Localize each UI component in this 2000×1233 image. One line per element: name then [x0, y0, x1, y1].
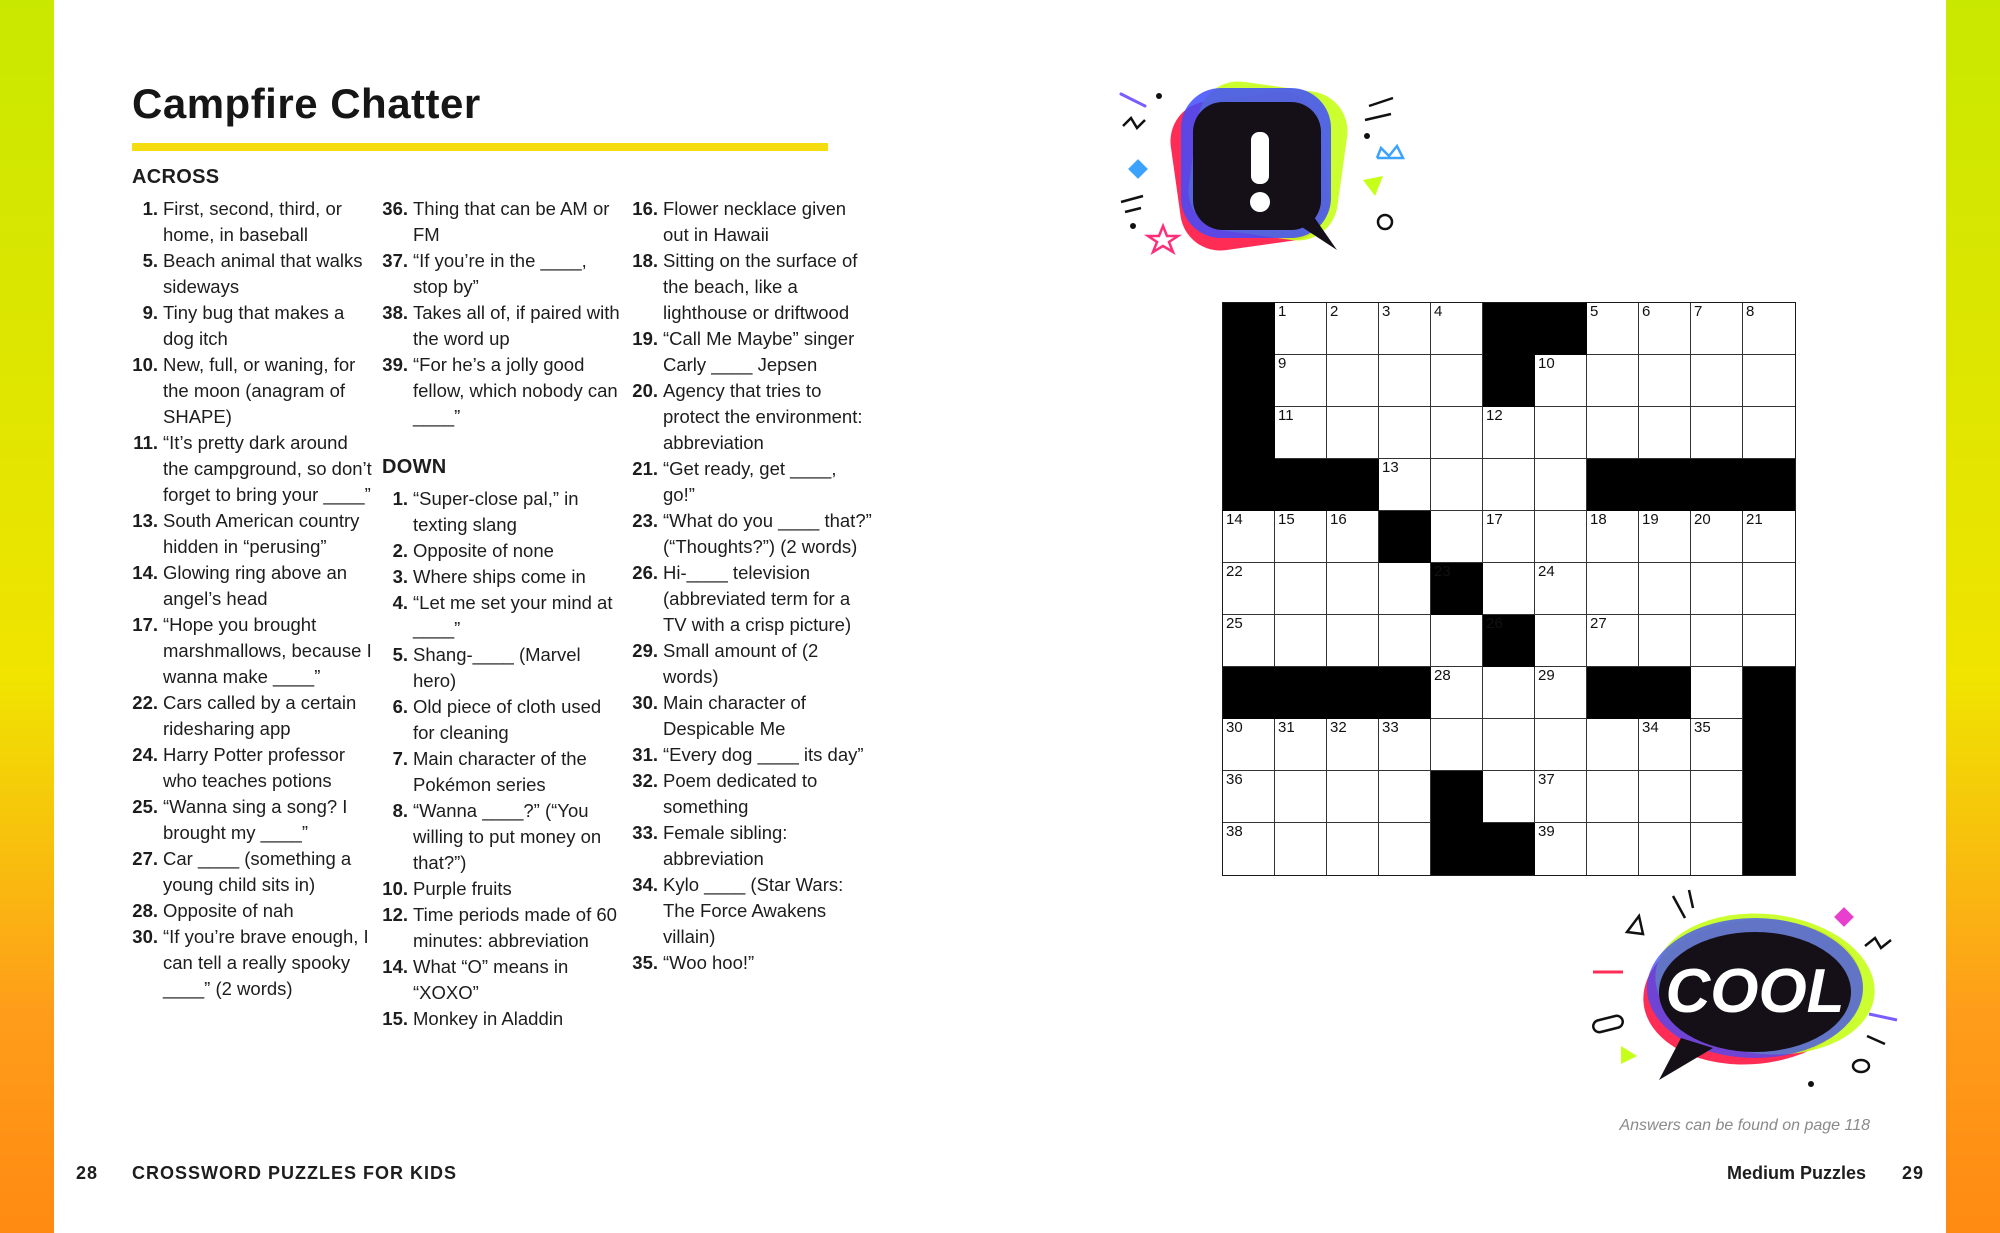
- cell-number: 18: [1590, 511, 1607, 528]
- grid-cell[interactable]: [1535, 355, 1587, 407]
- grid-cell[interactable]: [1743, 511, 1795, 563]
- grid-cell[interactable]: [1691, 615, 1743, 667]
- cell-number: 10: [1538, 355, 1555, 372]
- cell-number: 16: [1330, 511, 1347, 528]
- black-square: [1379, 667, 1431, 719]
- black-square: [1223, 667, 1275, 719]
- clue-across-27: 27. Car ____ (something a young child sits in): [132, 848, 352, 895]
- clues-column-3: [632, 196, 872, 976]
- black-square: [1431, 823, 1483, 875]
- grid-cell[interactable]: [1275, 511, 1327, 563]
- cell-number: 4: [1434, 303, 1443, 320]
- grid-cell[interactable]: [1691, 823, 1743, 875]
- cell-number: 12: [1486, 407, 1503, 424]
- cell-number: 35: [1694, 719, 1711, 736]
- black-square: [1275, 459, 1327, 511]
- grid-cell[interactable]: [1275, 823, 1327, 875]
- cell-number: 1: [1278, 303, 1287, 320]
- cell-number: 19: [1642, 511, 1659, 528]
- cell-number: 22: [1226, 563, 1243, 580]
- clue-across-30: 30. “If you’re brave enough, I can tell a really spooky ____” (2 words): [132, 926, 369, 999]
- clue-down-10: 10. Purple fruits: [382, 878, 512, 899]
- clue-down-35: 35. “Woo hoo!”: [632, 952, 755, 973]
- grid-cell[interactable]: [1379, 407, 1431, 459]
- across-list-a: [132, 196, 372, 1002]
- black-square: [1691, 459, 1743, 511]
- grid-cell[interactable]: [1639, 719, 1691, 771]
- grid-cell[interactable]: [1639, 771, 1691, 823]
- grid-cell[interactable]: [1535, 563, 1587, 615]
- grid-cell[interactable]: [1691, 407, 1743, 459]
- grid-cell[interactable]: [1379, 771, 1431, 823]
- grid-cell[interactable]: [1379, 459, 1431, 511]
- clue-down-33: 33. Female sibling: abbreviation: [632, 822, 788, 869]
- black-square: [1223, 303, 1275, 355]
- clue-down-29: 29. Small amount of (2 words): [632, 640, 819, 687]
- grid-cell[interactable]: [1223, 823, 1275, 875]
- grid-cell[interactable]: [1743, 615, 1795, 667]
- grid-cell[interactable]: [1587, 719, 1639, 771]
- cell-number: 20: [1694, 511, 1711, 528]
- grid-cell[interactable]: [1535, 667, 1587, 719]
- grid-cell[interactable]: [1483, 407, 1535, 459]
- black-square: [1535, 303, 1587, 355]
- black-square: [1223, 459, 1275, 511]
- cell-number: 11: [1278, 407, 1294, 424]
- cell-number: 21: [1746, 511, 1763, 528]
- cell-number: 34: [1642, 719, 1659, 736]
- clue-across-17: 17. “Hope you brought marshmallows, because I wanna make ____”: [132, 614, 372, 687]
- grid-cell[interactable]: [1691, 303, 1743, 355]
- grid-cell[interactable]: [1431, 511, 1483, 563]
- grid-cell[interactable]: [1275, 303, 1327, 355]
- clue-down-26: 26. Hi-____ television (abbreviated term for a TV with a crisp picture): [632, 562, 852, 635]
- grid-cell[interactable]: [1587, 511, 1639, 563]
- grid-cell[interactable]: [1743, 407, 1795, 459]
- grid-cell[interactable]: [1691, 511, 1743, 563]
- cell-number: 2: [1330, 303, 1339, 320]
- grid-cell[interactable]: [1327, 355, 1379, 407]
- clue-down-34: 34. Kylo ____ (Star Wars: The Force Awakens villain): [632, 874, 844, 947]
- black-square: [1483, 615, 1535, 667]
- grid-cell[interactable]: [1587, 303, 1639, 355]
- black-square: [1639, 667, 1691, 719]
- grid-cell[interactable]: [1379, 615, 1431, 667]
- clue-down-5: 5. Shang-____ (Marvel hero): [392, 644, 581, 691]
- grid-cell[interactable]: [1223, 771, 1275, 823]
- black-square: [1743, 771, 1795, 823]
- grid-cell[interactable]: [1379, 355, 1431, 407]
- clue-across-5: 5. Beach animal that walks sideways: [142, 250, 363, 297]
- grid-cell[interactable]: [1691, 719, 1743, 771]
- cell-number: 38: [1226, 823, 1243, 840]
- grid-cell[interactable]: [1639, 511, 1691, 563]
- grid-cell[interactable]: [1639, 355, 1691, 407]
- clue-down-4: 4. “Let me set your mind at ____”: [392, 592, 613, 639]
- cell-number: 7: [1694, 303, 1703, 320]
- grid-cell[interactable]: [1223, 563, 1275, 615]
- grid-cell[interactable]: [1223, 719, 1275, 771]
- grid-cell[interactable]: [1691, 771, 1743, 823]
- black-square: [1483, 355, 1535, 407]
- black-square: [1587, 459, 1639, 511]
- clue-across-22: 22. Cars called by a certain ridesharing app: [132, 692, 357, 739]
- clue-across-36: 36. Thing that can be AM or FM: [382, 198, 610, 245]
- grid-cell[interactable]: [1431, 667, 1483, 719]
- grid-cell[interactable]: [1535, 511, 1587, 563]
- clue-down-12: 12. Time periods made of 60 minutes: abbreviation: [382, 904, 617, 951]
- grid-cell[interactable]: [1743, 563, 1795, 615]
- grid-cell[interactable]: [1275, 719, 1327, 771]
- clue-across-38: 38. Takes all of, if paired with the word up: [382, 302, 620, 349]
- grid-cell[interactable]: [1639, 303, 1691, 355]
- grid-cell[interactable]: [1587, 355, 1639, 407]
- answers-note: Answers can be found on page 118: [1619, 1117, 1870, 1134]
- grid-cell[interactable]: [1587, 563, 1639, 615]
- cell-number: 32: [1330, 719, 1347, 736]
- grid-cell[interactable]: [1431, 407, 1483, 459]
- clue-across-37: 37. “If you’re in the ____, stop by”: [382, 250, 587, 297]
- footer-right-page-number: 29: [1901, 1163, 1924, 1183]
- grid-cell[interactable]: [1587, 823, 1639, 875]
- black-square: [1379, 511, 1431, 563]
- cell-number: 5: [1590, 303, 1599, 320]
- grid-cell[interactable]: [1431, 719, 1483, 771]
- grid-cell[interactable]: [1535, 459, 1587, 511]
- clue-down-3: 3. Where ships come in: [392, 566, 586, 587]
- footer-section-title: Medium Puzzles: [1726, 1163, 1866, 1183]
- clue-down-1: 1. “Super-close pal,” in texting slang: [392, 488, 579, 535]
- grid-cell[interactable]: [1223, 511, 1275, 563]
- cell-number: 31: [1278, 719, 1295, 736]
- grid-cell[interactable]: [1327, 719, 1379, 771]
- clue-down-2: 2. Opposite of none: [392, 540, 554, 561]
- cell-number: 30: [1226, 719, 1243, 736]
- clue-down-14: 14. What “O” means in “XOXO”: [382, 956, 569, 1003]
- grid-cell[interactable]: [1639, 823, 1691, 875]
- cell-number: 28: [1434, 667, 1451, 684]
- clue-across-13: 13. South American country hidden in “perusing”: [132, 510, 360, 557]
- grid-cell[interactable]: [1431, 459, 1483, 511]
- clue-down-16: 16. Flower necklace given out in Hawaii: [632, 198, 847, 245]
- grid-cell[interactable]: [1691, 355, 1743, 407]
- grid-cell[interactable]: [1535, 719, 1587, 771]
- crossword-grid[interactable]: [1222, 302, 1796, 876]
- grid-cell[interactable]: [1587, 771, 1639, 823]
- clue-down-7: 7. Main character of the Pokémon series: [392, 748, 587, 795]
- grid-cell[interactable]: [1275, 771, 1327, 823]
- grid-cell[interactable]: [1691, 667, 1743, 719]
- grid-cell[interactable]: [1639, 615, 1691, 667]
- grid-cell[interactable]: [1483, 719, 1535, 771]
- clue-down-30: 30. Main character of Despicable Me: [632, 692, 806, 739]
- footer-left-page-number: 28: [76, 1163, 99, 1183]
- grid-cell[interactable]: [1379, 719, 1431, 771]
- title-underline: [132, 143, 828, 151]
- grid-cell[interactable]: [1483, 771, 1535, 823]
- clue-down-8: 8. “Wanna ____?” (“You willing to put money on that?”): [392, 800, 602, 873]
- black-square: [1743, 667, 1795, 719]
- left-page-edge-gradient: [0, 0, 54, 1233]
- black-square: [1223, 407, 1275, 459]
- grid-cell[interactable]: [1431, 355, 1483, 407]
- grid-cell[interactable]: [1327, 615, 1379, 667]
- cell-number: 37: [1538, 771, 1555, 788]
- grid-cell[interactable]: [1379, 303, 1431, 355]
- cell-number: 29: [1538, 667, 1555, 684]
- cell-number: 33: [1382, 719, 1399, 736]
- black-square: [1587, 667, 1639, 719]
- grid-cell[interactable]: [1639, 563, 1691, 615]
- grid-cell[interactable]: [1483, 459, 1535, 511]
- cell-number: 39: [1538, 823, 1555, 840]
- clue-across-1: 1. First, second, third, or home, in baseball: [142, 198, 342, 245]
- black-square: [1327, 667, 1379, 719]
- grid-cell[interactable]: [1587, 615, 1639, 667]
- cell-number: 27: [1590, 615, 1607, 632]
- puzzle-title: Campfire Chatter: [132, 80, 481, 127]
- grid-cell[interactable]: [1327, 823, 1379, 875]
- cell-number: 8: [1746, 303, 1755, 320]
- grid-cell[interactable]: [1275, 615, 1327, 667]
- black-square: [1483, 303, 1535, 355]
- cell-number: 13: [1382, 459, 1399, 476]
- clue-across-11: 11. “It’s pretty dark around the campground, so don’t forget to bring your ____”: [133, 432, 372, 505]
- cell-number: 6: [1642, 303, 1651, 320]
- grid-cell[interactable]: [1483, 667, 1535, 719]
- clue-down-18: 18. Sitting on the surface of the beach, like a lighthouse or driftwood: [632, 250, 858, 323]
- black-square: [1743, 459, 1795, 511]
- grid-cell[interactable]: [1535, 407, 1587, 459]
- right-page-edge-gradient: [1946, 0, 2000, 1233]
- clue-down-19: 19. “Call Me Maybe” singer Carly ____ Jepsen: [632, 328, 855, 375]
- cell-number: 26: [1486, 615, 1503, 632]
- cell-number: 23: [1434, 563, 1451, 580]
- clue-down-20: 20. Agency that tries to protect the environment: abbreviation: [632, 380, 863, 453]
- grid-cell[interactable]: [1223, 615, 1275, 667]
- grid-cell[interactable]: [1327, 563, 1379, 615]
- black-square: [1327, 459, 1379, 511]
- grid-cell[interactable]: [1483, 511, 1535, 563]
- cell-number: 24: [1538, 563, 1555, 580]
- black-square: [1483, 823, 1535, 875]
- clue-down-15: 15. Monkey in Aladdin: [382, 1008, 564, 1029]
- clues-column-2: [382, 196, 622, 1032]
- clue-across-14: 14. Glowing ring above an angel’s head: [132, 562, 348, 609]
- black-square: [1743, 719, 1795, 771]
- grid-cell[interactable]: [1535, 615, 1587, 667]
- black-square: [1743, 823, 1795, 875]
- clue-across-24: 24. Harry Potter professor who teaches potions: [132, 744, 345, 791]
- clues-column-1: [132, 164, 372, 1002]
- cell-number: 9: [1278, 355, 1287, 372]
- clue-down-21: 21. “Get ready, get ____, go!”: [632, 458, 837, 505]
- cell-number: 15: [1278, 511, 1295, 528]
- clue-across-39: 39. “For he’s a jolly good fellow, which nobody can ____”: [382, 354, 618, 427]
- grid-cell[interactable]: [1275, 563, 1327, 615]
- grid-cell[interactable]: [1275, 355, 1327, 407]
- grid-cell[interactable]: [1587, 407, 1639, 459]
- black-square: [1431, 563, 1483, 615]
- grid-cell[interactable]: [1431, 303, 1483, 355]
- grid-cell[interactable]: [1483, 563, 1535, 615]
- black-square: [1639, 459, 1691, 511]
- clue-down-23: 23. “What do you ____ that?” (“Thoughts?”) (2 words): [632, 510, 872, 557]
- footer-book-title: CROSSWORD PUZZLES FOR KIDS: [132, 1163, 458, 1183]
- cell-number: 17: [1486, 511, 1503, 528]
- grid-cell[interactable]: [1379, 563, 1431, 615]
- exclamation-bubble-icon: [1115, 80, 1415, 280]
- grid-cell[interactable]: [1379, 823, 1431, 875]
- clue-down-32: 32. Poem dedicated to something: [632, 770, 818, 817]
- grid-cell[interactable]: [1743, 355, 1795, 407]
- grid-cell[interactable]: [1743, 303, 1795, 355]
- cell-number: 36: [1226, 771, 1243, 788]
- across-header: ACROSS: [132, 166, 220, 188]
- grid-cell[interactable]: [1691, 563, 1743, 615]
- clue-down-6: 6. Old piece of cloth used for cleaning: [392, 696, 602, 743]
- grid-cell[interactable]: [1327, 511, 1379, 563]
- down-header: DOWN: [382, 456, 447, 478]
- clue-down-31: 31. “Every dog ____ its day”: [632, 744, 864, 765]
- grid-cell[interactable]: [1327, 303, 1379, 355]
- cell-number: 14: [1226, 511, 1243, 528]
- grid-cell[interactable]: [1327, 407, 1379, 459]
- black-square: [1431, 771, 1483, 823]
- clue-across-25: 25. “Wanna sing a song? I brought my ____”: [132, 796, 348, 843]
- cool-speech-bubble-icon: [1585, 888, 1905, 1098]
- clue-across-9: 9. Tiny bug that makes a dog itch: [142, 302, 345, 349]
- grid-cell[interactable]: [1327, 771, 1379, 823]
- clue-across-10: 10. New, full, or waning, for the moon (anagram of SHAPE): [132, 354, 356, 427]
- grid-cell[interactable]: [1639, 407, 1691, 459]
- black-square: [1223, 355, 1275, 407]
- grid-cell[interactable]: [1535, 771, 1587, 823]
- black-square: [1275, 667, 1327, 719]
- cell-number: 3: [1382, 303, 1391, 320]
- grid-cell[interactable]: [1535, 823, 1587, 875]
- clue-across-28: 28. Opposite of nah: [132, 900, 294, 921]
- grid-cell[interactable]: [1431, 615, 1483, 667]
- grid-cell[interactable]: [1275, 407, 1327, 459]
- cool-text: COOL: [1665, 957, 1845, 1026]
- cell-number: 25: [1226, 615, 1243, 632]
